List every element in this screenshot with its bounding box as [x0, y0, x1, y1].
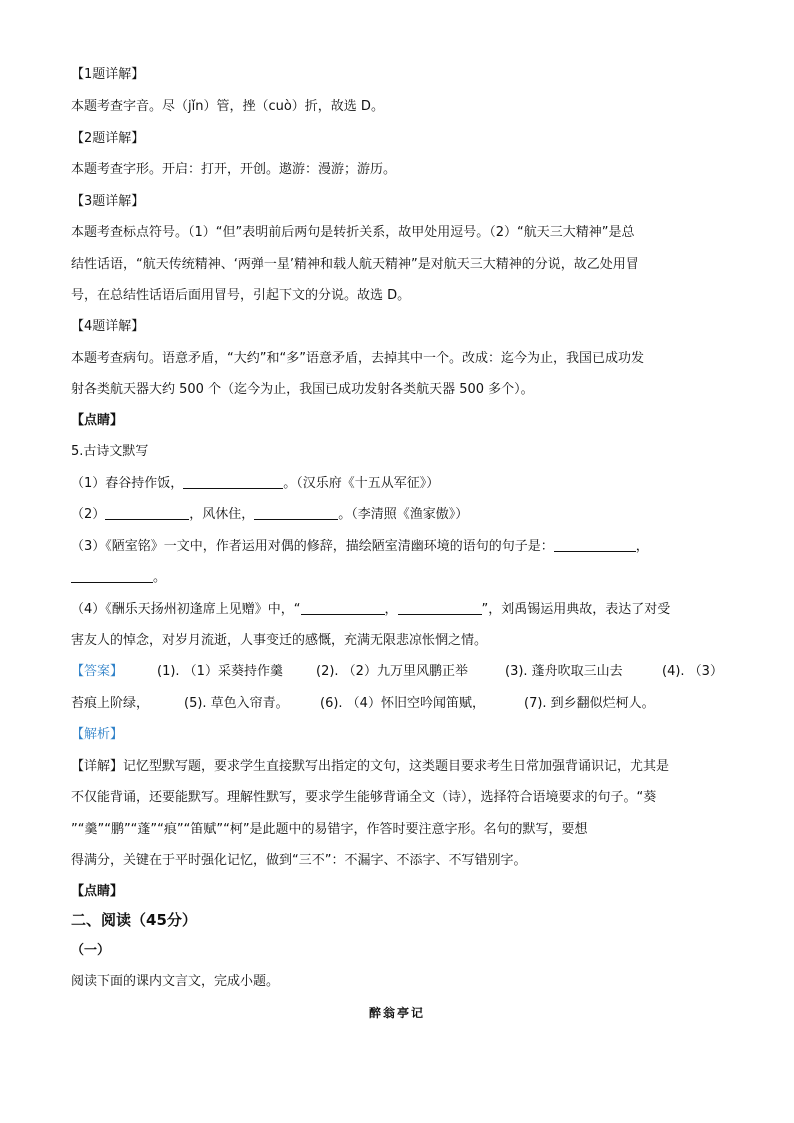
q1-heading: 【1题详解】 [71, 67, 145, 82]
reading-instruction: 阅读下面的课内文言文，完成小题。 [71, 974, 280, 989]
answer-blank [554, 537, 636, 552]
q3-heading: 【3题详解】 [71, 194, 145, 209]
detail-line: ”“羹”“鹏”“蓬”“痕”“笛赋”“柯”是此题中的易错字，作答时要注意字形。名句的默写，要想 [71, 822, 588, 837]
answer-blank [301, 600, 385, 615]
answer-blank [105, 505, 189, 520]
detail-line: 【详解】记忆型默写题，要求学生直接默写出指定的文句，这类题目要求考生日常加强背诵识记，尤其是 [71, 759, 670, 774]
q4-explanation-line: 射各类航天器大约 500 个（迄今为止，我国已成功发射各类航天器 500 多个）。 [71, 382, 534, 397]
q4-explanation-line: 本题考查病句。语意矛盾，“大约”和“多”语意矛盾，去掉其中一个。改成：迄今为止，我国已成功发 [71, 351, 644, 366]
answer-item: (2). （2）九万里风鹏正举 [316, 664, 468, 679]
answer-blank [183, 474, 283, 489]
q1-explanation: 本题考查字音。尽（jǐn）管，挫（cuò）折，故选 D。 [71, 99, 384, 114]
answer-item: (1). （1）采葵持作羹 [157, 664, 283, 679]
q5-part4-cont: 害友人的悼念，对岁月流逝，人事变迁的感慨，充满无限悲凉怅惘之情。 [71, 633, 488, 648]
section-heading: 二、阅读（45分） [71, 911, 197, 929]
answer-item: (4). （3） [662, 664, 723, 679]
answer-blank [398, 600, 482, 615]
q3-explanation-line: 本题考查标点符号。（1）“但”表明前后两句是转折关系，故甲处用逗号。（2）“航天三大精神”是总 [71, 225, 635, 240]
q5-part3-cont: 。 [71, 568, 731, 588]
q5-part3: （3）《陋室铭》一文中，作者运用对偶的修辞，描绘陋室清幽环境的语句的句子是： ， [71, 539, 649, 554]
analysis-label: 【解析】 [71, 727, 124, 742]
q3-explanation-line: 结性话语，“航天传统精神、‘两弹一星’精神和载人航天精神”是对航天三大精神的分说，故乙处用冒 [71, 257, 639, 272]
answer-blank [71, 568, 153, 583]
detail-label: 【详解】 [71, 759, 124, 774]
essay-title: 醉翁亭记 [368, 1006, 425, 1020]
q2-explanation: 本题考查字形。开启：打开，开创。遨游：漫游；游历。 [71, 162, 397, 177]
q3-explanation-line: 号，在总结性话语后面用冒号，引起下文的分说。故选 D。 [71, 288, 411, 303]
detail-line: 不仅能背诵，还要能默写。理解性默写，要求学生能够背诵全文（诗），选择符合语境要求的句子。“葵 [71, 790, 657, 805]
q5-part1: （1）舂谷持作饭， 。（汉乐府《十五从军征》） [71, 476, 440, 491]
q4-heading: 【4题详解】 [71, 319, 145, 334]
subsection-heading: （一） [71, 943, 111, 958]
answer-item: (6). （4）怀旧空吟闻笛赋， [320, 696, 485, 711]
q5-part2: （2） ，风休住， 。（李清照《渔家傲》） [71, 507, 469, 522]
tips-heading: 【点睛】 [71, 884, 124, 899]
answer-item: 苔痕上阶绿， [71, 696, 150, 711]
tips-heading: 【点睛】 [71, 413, 124, 428]
q5-title: 5.古诗文默写 [71, 444, 149, 459]
answer-item: (3). 蓬舟吹取三山去 [505, 664, 623, 679]
detail-line: 得满分，关键在于平时强化记忆，做到“三不”：不漏字、不添字、不写错别字。 [71, 853, 527, 868]
answer-blank [254, 505, 338, 520]
answer-item: (5). 草色入帘青。 [184, 696, 289, 711]
q5-part4: （4）《酬乐天扬州初逢席上见赠》中，“ ， ”，刘禹锡运用典故，表达了对受 [71, 602, 671, 617]
answer-item: (7). 到乡翻似烂柯人。 [524, 696, 655, 711]
q2-heading: 【2题详解】 [71, 131, 145, 146]
answer-label: 【答案】 [71, 664, 124, 679]
